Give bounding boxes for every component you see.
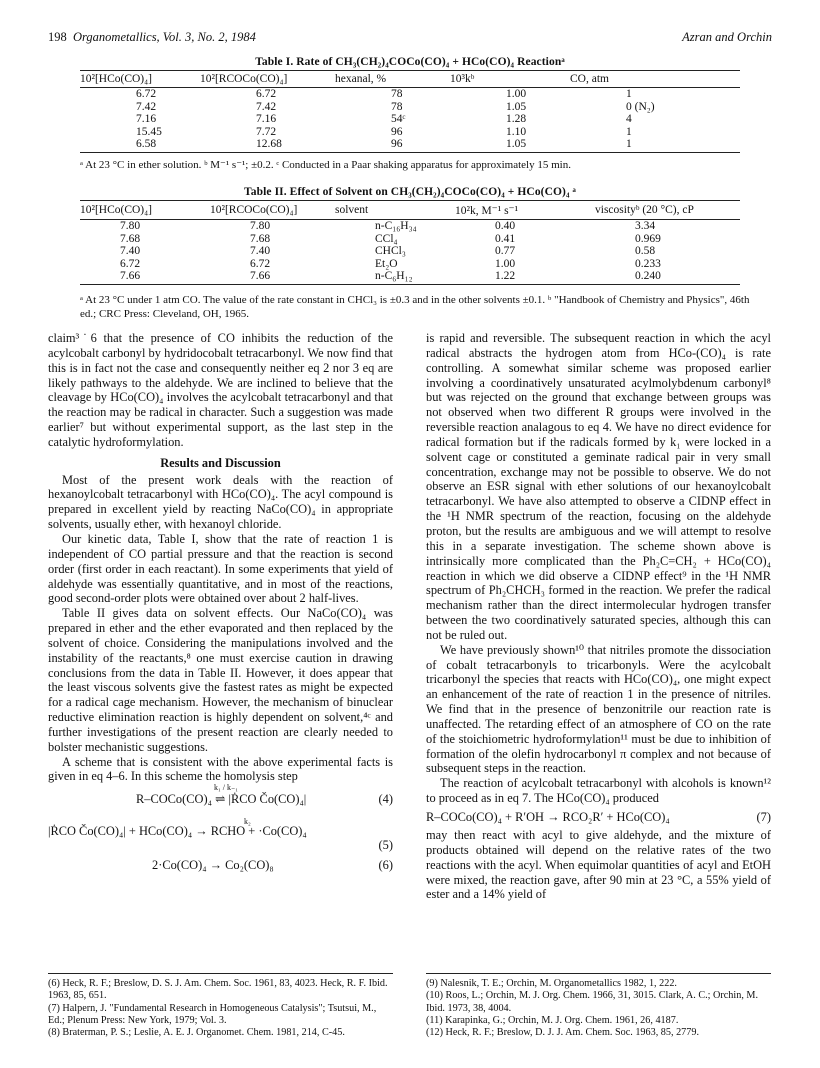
- table-cell: 7.42: [136, 100, 157, 113]
- table-cell: 7.68: [120, 232, 141, 245]
- table-cell: 0.40: [495, 220, 516, 232]
- table-2-header-2: solvent: [335, 201, 455, 220]
- table-cell: Et₂O: [375, 257, 398, 270]
- reference-item: (11) Karapinka, G.; Orchin, M. J. Org. Chem. 1961, 26, 4187.: [426, 1014, 679, 1026]
- right-column: [426, 331, 771, 902]
- table-row: [80, 220, 740, 233]
- table-cell: 1: [570, 138, 740, 152]
- table-2-grid: [80, 200, 740, 285]
- table-2-header-0: 10²[HCo(CO)₄]: [80, 201, 210, 220]
- table-cell: 0 (N₂): [626, 100, 655, 113]
- table-row: [80, 233, 740, 246]
- table-cell: 1: [626, 88, 632, 100]
- table-cell: n-C₁₆H₃₄: [375, 220, 417, 232]
- table-2-caption: Table II. Effect of Solvent on CH₃(CH₂)₄COCo(CO)₄ + HCo(CO)₄ ᵃ: [244, 186, 576, 198]
- left-column: [48, 331, 393, 878]
- table-cell: 7.16: [136, 113, 157, 126]
- table-cell: CCl₄: [375, 232, 398, 245]
- table-row: [80, 245, 740, 258]
- reference-item: (7) Halpern, J. "Fundamental Research in Homogeneous Catalysis"; Tsutsui, M., Ed.; Plenum Press: New York, 1979; Vol. 3.: [48, 1002, 377, 1026]
- page-number-and-journal: [48, 30, 256, 45]
- table-cell: 6.72: [120, 257, 141, 270]
- equation-4-rate-constants: k₁ / k₋₁: [214, 783, 239, 793]
- table-cell: 1.00: [506, 88, 527, 100]
- equation-7: [426, 808, 771, 828]
- page-number: 198: [48, 30, 67, 44]
- table-row: [80, 113, 740, 126]
- equation-5-rate-constant: k₂: [244, 817, 251, 827]
- table-cell: 96: [391, 125, 403, 138]
- table-row: [80, 270, 740, 284]
- table-cell: 7.40: [120, 245, 141, 258]
- table-cell: 54ᶜ: [391, 113, 406, 126]
- table-1-header-1: 10²[RCOCo(CO)₄]: [200, 71, 335, 88]
- table-cell: 6.72: [256, 88, 277, 100]
- equation-5-number: (5): [378, 838, 393, 853]
- table-cell: 7.80: [250, 220, 271, 232]
- table-cell: 0.41: [495, 232, 516, 245]
- reference-item: (9) Nalesnik, T. E.; Orchin, M. Organometallics 1982, 1, 222.: [426, 978, 677, 989]
- running-authors: Azran and Orchin: [682, 30, 772, 44]
- table-cell: 78: [391, 88, 403, 100]
- equation-5-body: |ṘCO Čo(CO)₄| + HCo(CO)₄ → RCHO + ·Co(CO)₄: [48, 824, 307, 839]
- running-header: [48, 30, 772, 50]
- table-row: [80, 101, 740, 114]
- table-cell: 1.28: [506, 113, 527, 126]
- table-1-header-3: 10³kᵇ: [450, 71, 570, 88]
- table-row: [80, 138, 740, 152]
- table-cell: 1: [626, 125, 632, 138]
- table-2-header-4: viscosityᵇ (20 °C), cP: [595, 201, 740, 220]
- equation-7-number: (7): [756, 810, 771, 824]
- section-heading: Results and Discussion: [160, 455, 281, 470]
- paragraph: is rapid and reversible. The subsequent reaction in which the acyl radical abstracts the hydrogen atom from HCo-(CO)₄ is rate controlling. A somewhat similar scheme was proposed earlier involving a coordinatively unsaturated acylmolybdenum carbonyl⁸ but was rejected on the ground that exchange between groups was not observed when two different R groups were involved in the reversible reaction analagous to eq 4. We have no direct evidence for radical formation but if the radicals formed by k₁ were locked in a solvent cage or constituted a geminate radical pair in very small concentration, exchange may not be possible to observe. We do not observe an ESR signal with ether solutions of our hexanoylcobalt tetracarbonyl. We have also attempted to observe a CIDNP effect in the ¹H NMR spectrum of the reaction, focusing on the aldehyde proton, but the results are ambiguous and we will attempt to resolve this in a separate investigation. The scheme shown above is intrinsically more complicated than the Ph₂C=CH₂ + HCo(CO)₄ reaction in which we did observe a CIDNP effect⁹ in the ¹H NMR spectrum of Ph₂CHCH₃ formed in the reaction. We prefer the radical mechanism rather than the direct intermolecular hydrogen transfer between the two coordinatively saturated species, although this can not be ruled out.: [426, 331, 771, 642]
- table-cell: CHCl₃: [375, 245, 406, 258]
- table-cell: 6.58: [80, 138, 200, 152]
- table-2-header-3: 10²k, M⁻¹ s⁻¹: [455, 201, 595, 220]
- table-2-footnote: ᵃ At 23 °C under 1 atm CO. The value of the rate constant in CHCl₃ is ±0.3 and in the other solvents ±0.1. ᵇ "Handbook of Chemistry and Physics", 46th ed.; CRC Press: Cleveland, OH, 1965.: [80, 294, 750, 320]
- paragraph: We have previously shown¹⁰ that nitriles promote the dissociation of cobalt tetracarbonyls to tricarbonyls. Were the acylcobalt tricarbonyl the species that reacts with HCo(CO)₄, one might expect an enhancement of the rate of reaction 1 in the presence of nitriles. We find that in the presence of benzonitrile our reaction rate is unaffected. The retarding effect of an atmosphere of CO on the rate of the stoichiometric hydroformylation¹¹ must be due to inhibition of formation of the olefin hydrocarbonyl π complex and not because of subsequent steps in the reaction.: [426, 642, 771, 776]
- table-1-caption: Table I. Rate of CH₃(CH₂)₄COCo(CO)₄ + HCo(CO)₄ Reactionᵃ: [255, 56, 565, 68]
- equation-6: [48, 858, 393, 878]
- table-cell: 3.34: [635, 220, 656, 232]
- table-cell: 0.233: [635, 257, 661, 270]
- table-1-header-4: CO, atm: [570, 71, 740, 88]
- table-1-header-2: hexanal, %: [335, 71, 450, 88]
- table-cell: 7.80: [120, 220, 141, 232]
- reference-item: (10) Roos, L.; Orchin, M. J. Org. Chem. 1966, 31, 3015. Clark, A. C.; Orchin, M. Ibid. 1973, 38, 4004.: [426, 990, 759, 1014]
- table-cell: 7.72: [256, 125, 277, 138]
- table-cell: n-C₆H₁₂: [335, 270, 455, 284]
- paragraph: A scheme that is consistent with the above experimental facts is given in eq 4–6. In this scheme the homolysis step: [48, 754, 393, 784]
- journal-citation: Organometallics, Vol. 3, No. 2, 1984: [73, 30, 256, 44]
- table-cell: 0.77: [495, 245, 516, 258]
- table-row: [80, 126, 740, 139]
- table-1-grid: [80, 70, 740, 153]
- table-1-footnote: ᵃ At 23 °C in ether solution. ᵇ M⁻¹ s⁻¹; ±0.2. ᶜ Conducted in a Paar shaking apparatus for approximately 15 min.: [80, 159, 571, 171]
- table-1: [80, 56, 740, 153]
- equation-5: [48, 817, 393, 854]
- table-cell: 1.22: [455, 270, 595, 284]
- equation-6-number: (6): [378, 858, 393, 873]
- table-cell: 15.45: [136, 125, 162, 138]
- references-right: [426, 973, 771, 1039]
- table-cell: 1.05: [506, 100, 527, 113]
- table-cell: 1.05: [450, 138, 570, 152]
- paragraph: may then react with acyl to give aldehyde, and the mixture of products obtained will depend on the relative rates of the two reactions with the acyl. When equimolar quantities of acyl and EtOH were mixed, the reaction gave, after 90 min at 23 °C, a 55% yield of ester and a 14% yield of: [426, 828, 771, 902]
- table-cell: 4: [626, 113, 632, 126]
- equation-7-body: R–COCo(CO)₄ + R′OH → RCO₂R′ + HCo(CO)₄: [426, 810, 670, 824]
- table-cell: 6.72: [250, 257, 271, 270]
- table-cell: 6.72: [136, 88, 157, 100]
- reference-item: (12) Heck, R. F.; Breslow, D. J. J. Am. Chem. Soc. 1963, 85, 2779.: [426, 1027, 700, 1039]
- table-cell: 12.68: [200, 138, 335, 152]
- table-row: [80, 258, 740, 271]
- table-cell: 7.16: [256, 113, 277, 126]
- references-left: [48, 973, 393, 1039]
- table-cell: 1.10: [506, 125, 527, 138]
- table-cell: 7.42: [256, 100, 277, 113]
- table-cell: 7.66: [210, 270, 335, 284]
- equation-4-number: (4): [378, 792, 393, 807]
- paragraph: Most of the present work deals with the reaction of hexanoylcobalt tetracarbonyl with HCo(CO)₄. The acyl compound is prepared in excellent yield by reacting NaCo(CO)₄ in appropriate solvents, usually ether, with hexanoyl chloride.: [48, 472, 393, 532]
- equation-4: [48, 783, 393, 814]
- table-cell: 7.66: [80, 270, 210, 284]
- table-cell: 7.40: [250, 245, 271, 258]
- table-cell: 0.58: [635, 245, 656, 258]
- table-cell: 96: [335, 138, 450, 152]
- paragraph: Our kinetic data, Table I, show that the rate of reaction 1 is independent of CO partial pressure and that the reaction is second order (first order in each reactant). In some experiments that yield of aldehyde was essentially quantitative, and in most of the reactions, good second-order plots were obtained over about 2 half-lives.: [48, 531, 393, 606]
- table-cell: 78: [391, 100, 403, 113]
- table-cell: 0.240: [595, 270, 740, 284]
- table-cell: 0.969: [635, 232, 661, 245]
- table-cell: 1.00: [495, 257, 516, 270]
- equation-4-body: R–COCo(CO)₄ ⇌ |ṘCO Čo(CO)₄|: [136, 792, 307, 807]
- equation-6-body: 2·Co(CO)₄ → Co₂(CO)₈: [152, 858, 274, 873]
- table-row: [80, 88, 740, 101]
- table-2-header-1: 10²[RCOCo(CO)₄]: [210, 201, 335, 220]
- reference-item: (6) Heck, R. F.; Breslow, D. S. J. Am. Chem. Soc. 1961, 83, 4023. Heck, R. F. Ibid. 1963, 85, 651.: [48, 978, 388, 1002]
- paragraph: Table II gives data on solvent effects. Our NaCo(CO)₄ was prepared in ether and the ether evaporated and then replaced by the solvent of choice. Considering the manipulations involved and the instability of the reactants,⁸ one must exercise caution in drawing conclusions from the data in Table II. However, it does appear that the least viscous solvents give the fastest rates as might be expected for a radical cage mechanism. However, the mechanism of binuclear reductive elimination reaction is highly dependent on solvent,⁴ᶜ and further investigations of the present reaction are clearly needed to bolster mechanistic suggestions.: [48, 606, 393, 754]
- table-2: [80, 186, 740, 285]
- reference-item: (8) Braterman, P. S.; Leslie, A. E. J. Organomet. Chem. 1981, 214, C-45.: [48, 1027, 345, 1039]
- paragraph: The reaction of acylcobalt tetracarbonyl with alcohols is known¹² to proceed as in eq 7. The HCo(CO)₄ produced: [426, 776, 771, 806]
- table-cell: 7.68: [250, 232, 271, 245]
- paragraph-intro: claim³˙6 that the presence of CO inhibits the reduction of the acylcobalt carbonyl by hydridocobalt tetracarbonyl. We now find that this is in fact not the case and consequently neither eq 2 nor 3 eq are likely pathways to the aldehyde. We are inclined to believe that the cleavage by HCo(CO)₄ involves the acylcobalt tetracarbonyl and that the reaction may be radical in character. Such a suggestion was made earlier⁷ but without experimental support, as the last step in the catalytic hydroformylation.: [48, 331, 393, 449]
- table-1-header-0: 10²[HCo(CO)₄]: [80, 71, 200, 88]
